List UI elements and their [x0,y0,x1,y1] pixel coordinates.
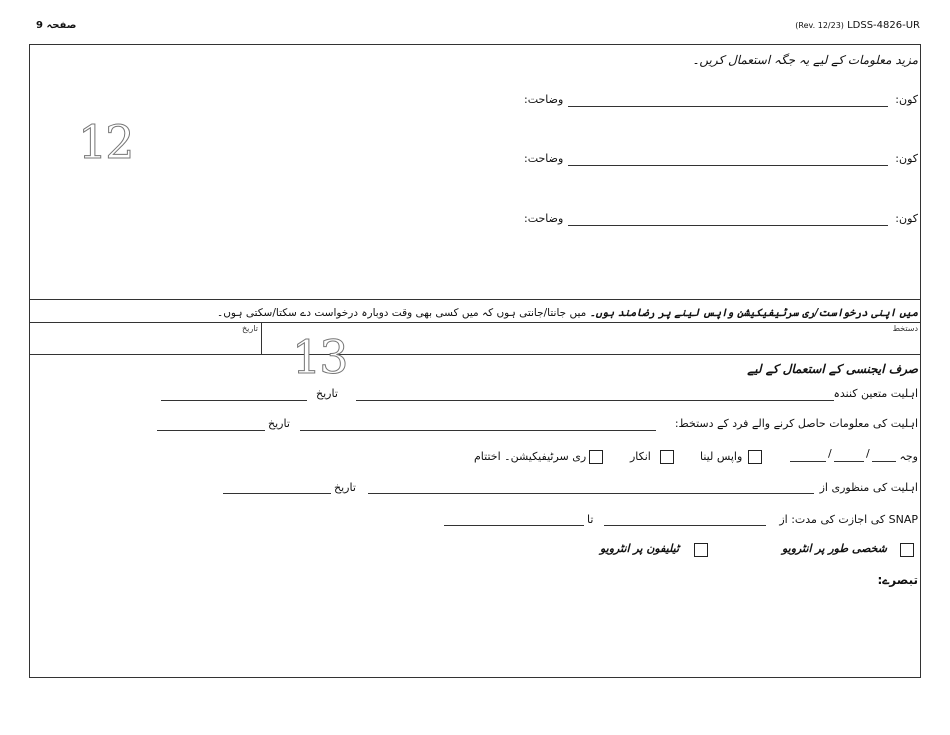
explanation-label-2: وضاحت: [524,152,564,165]
withdraw-checkbox[interactable] [748,450,762,464]
watermark-13: 13 [292,330,347,384]
reason-date-year[interactable] [790,461,826,462]
who-label-1: کون: [895,93,918,106]
in-person-interview-checkbox[interactable] [900,543,914,557]
section-divider-3 [30,354,920,355]
who-label-2: کون: [895,152,918,165]
comments-field[interactable] [34,591,914,673]
withdrawal-statement [217,307,918,319]
info-collector-signature-field[interactable] [300,430,656,431]
withdrawal-date-field[interactable] [30,323,260,353]
explanation-label-3: وضاحت: [524,212,564,225]
reason-date-day[interactable] [834,461,864,462]
determiner-date-label: تاریخ [316,387,338,400]
snap-from-field[interactable] [604,525,766,526]
approval-date-label: تاریخ [334,481,356,494]
form-frame [29,44,921,678]
recert-end-checkbox[interactable] [589,450,603,464]
agency-use-title: صرف ایجنسی کے استعمال کے لیے [747,362,918,376]
snap-period-label: SNAP کی اجازت کی مدت: از [779,513,918,526]
date-slash-2: / [828,447,832,460]
snap-to-label: تا [587,513,594,526]
watermark-12: 12 [78,115,133,169]
date-label-small: تاریخ [242,324,258,333]
date-slash-1: / [866,447,870,460]
reason-label: وجہ [899,450,918,463]
signature-label: دستخط [892,324,918,333]
page-number: صفحہ 9 [36,20,77,31]
who-label-3: کون: [895,212,918,225]
who-field-1[interactable] [568,106,888,107]
eligibility-determiner-label: اہلیت متعین کنندہ [833,387,918,400]
who-field-3[interactable] [568,225,888,226]
info-collector-signature-label: اہلیت کی معلومات حاصل کرنے والے فرد کے دستخط: [674,417,918,430]
form-identifier [795,20,920,31]
reason-date-month[interactable] [872,461,896,462]
more-info-title: مزید معلومات کے لیے یہ جگہ استعمال کریں۔ [692,53,918,67]
collector-date-label: تاریخ [268,417,290,430]
approval-by-label: اہلیت کی منظوری از [819,481,918,494]
collector-date-field[interactable] [157,430,265,431]
snap-to-field[interactable] [444,525,584,526]
deny-checkbox[interactable] [660,450,674,464]
withdrawal-statement-rest: میں جانتا/جانتی ہوں کہ میں کسی بھی وقت دوبارہ درخواست دے سکتا/سکتی ہوں۔ [217,307,590,319]
signature-field[interactable] [262,323,920,353]
revision-date: (Rev. 12/23) [795,21,844,30]
phone-interview-label: ٹیلیفون پر انٹرویو [600,542,680,555]
section-divider-1 [30,299,920,300]
who-field-2[interactable] [568,165,888,166]
recert-end-option-label: ری سرٹیفیکیشن۔ اختتام [474,450,587,463]
explanation-label-1: وضاحت: [524,93,564,106]
withdrawal-statement-bold: میں اپنی درخواست/ری سرٹیفیکیشن واپس لینے پر رضامند ہوں۔ [589,307,918,319]
determiner-date-field[interactable] [161,400,307,401]
phone-interview-checkbox[interactable] [694,543,708,557]
approval-date-field[interactable] [223,493,331,494]
in-person-interview-label: شخصی طور پر انٹرویو [782,542,887,555]
withdraw-option-label: واپس لینا [700,450,743,463]
deny-option-label: انکار [630,450,651,463]
eligibility-determiner-field[interactable] [356,400,834,401]
form-code: LDSS-4826-UR [847,20,920,31]
comments-label: تبصرے: [877,573,918,587]
approval-by-field[interactable] [368,493,814,494]
